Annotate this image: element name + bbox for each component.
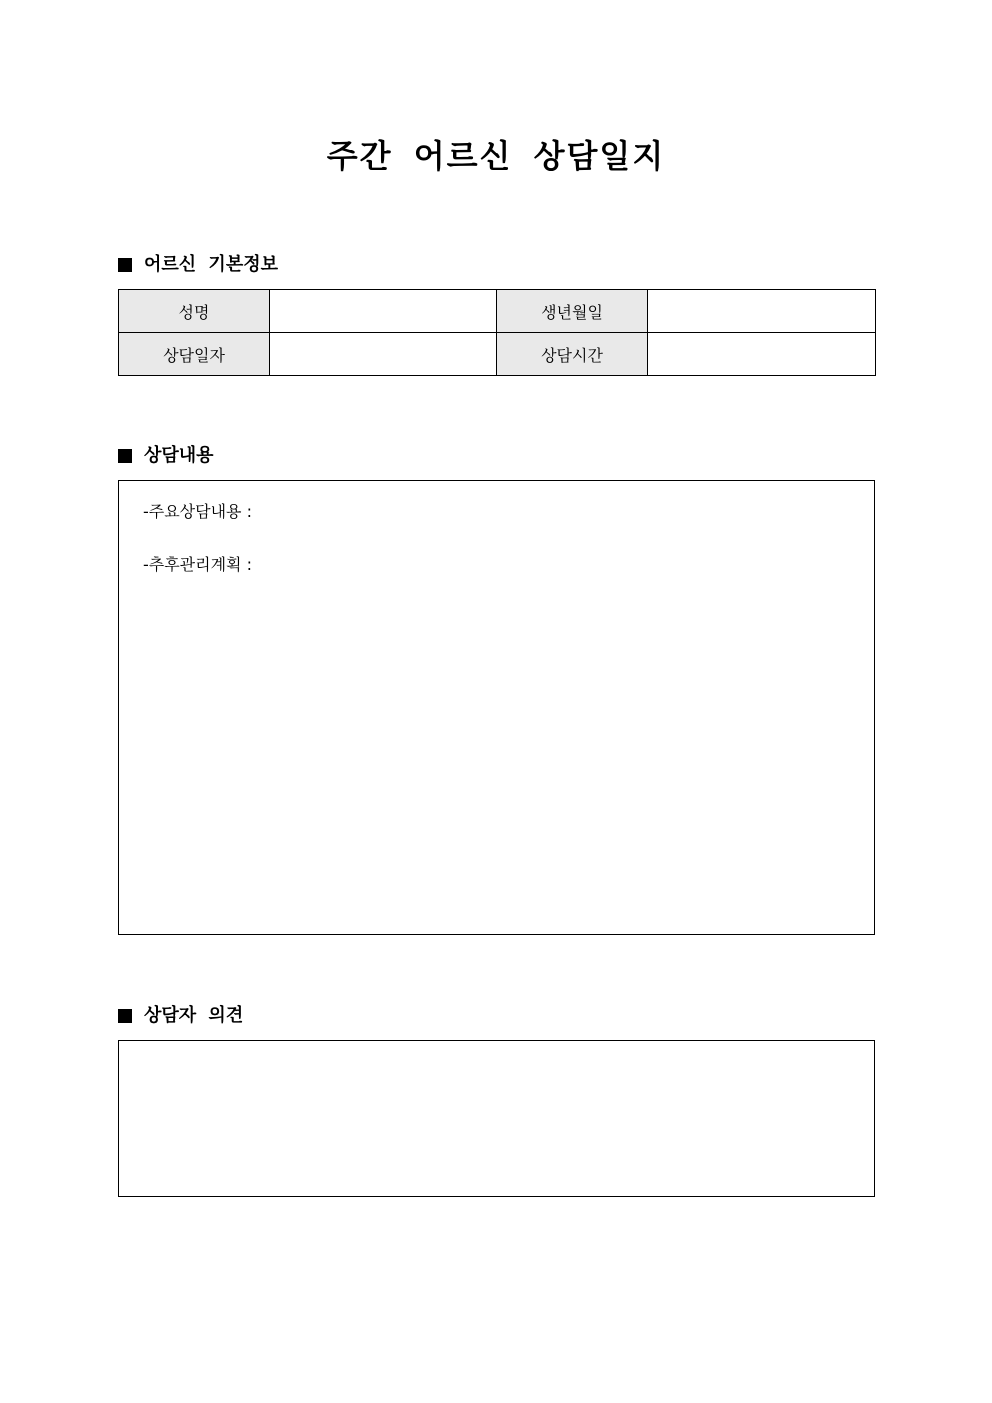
- table-row: [119, 333, 876, 376]
- consult-time-field[interactable]: [648, 333, 876, 376]
- section-heading-text: 어르신 기본정보: [144, 254, 278, 275]
- consult-date-label: 상담일자: [119, 333, 270, 376]
- main-consult-content-line: -주요상담내용 :: [143, 502, 252, 521]
- followup-plan-line: -추후관리계획 :: [143, 555, 252, 574]
- consult-time-label: 상담시간: [497, 333, 648, 376]
- birthdate-field[interactable]: [648, 290, 876, 333]
- section-heading-counselor-opinion: [118, 1004, 243, 1028]
- consult-content-box[interactable]: [118, 480, 875, 935]
- black-square-icon: [118, 449, 132, 463]
- name-label: 성명: [119, 290, 270, 333]
- black-square-icon: [118, 1009, 132, 1023]
- section-heading-text: 상담내용: [144, 445, 214, 466]
- section-heading-text: 상담자 의견: [144, 1005, 244, 1026]
- section-heading-consult-content: [118, 444, 214, 468]
- birthdate-label: 생년월일: [497, 290, 648, 333]
- counselor-opinion-box[interactable]: [118, 1040, 875, 1197]
- page-title: 주간 어르신 상담일지: [326, 137, 666, 175]
- section-heading-basic-info: [118, 253, 278, 277]
- name-field[interactable]: [270, 290, 497, 333]
- table-row: [119, 290, 876, 333]
- basic-info-table: [118, 289, 876, 376]
- black-square-icon: [118, 258, 132, 272]
- consult-date-field[interactable]: [270, 333, 497, 376]
